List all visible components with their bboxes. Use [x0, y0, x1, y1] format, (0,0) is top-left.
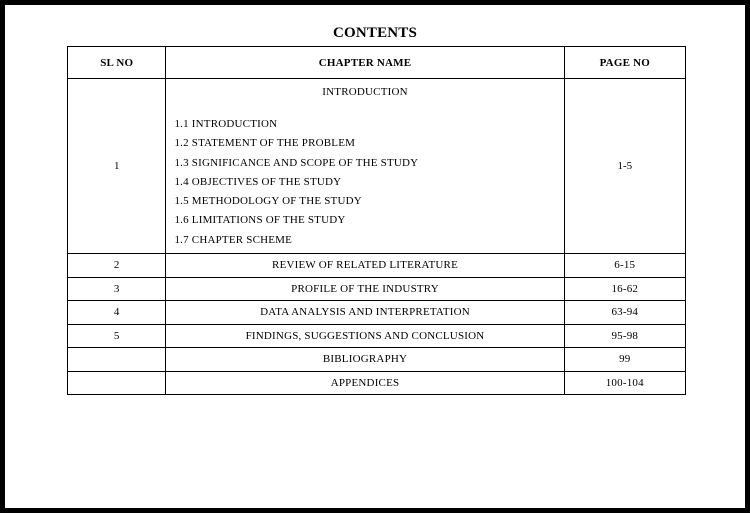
- chapter-cell: PROFILE OF THE INDUSTRY: [166, 277, 564, 301]
- page-title: CONTENTS: [332, 25, 418, 41]
- header-sl-no: SL NO: [68, 47, 166, 79]
- sl-cell: 3: [68, 277, 166, 301]
- subsection-item: 1.3 SIGNIFICANCE AND SCOPE OF THE STUDY: [174, 156, 419, 169]
- table-row: [68, 324, 686, 348]
- header-page-no: PAGE NO: [564, 47, 685, 79]
- chapter-cell: FINDINGS, SUGGESTIONS AND CONCLUSION: [166, 324, 564, 348]
- subsection-item: 1.1 INTRODUCTION: [174, 118, 278, 130]
- sl-cell: 4: [68, 301, 166, 325]
- page-cell: 100-104: [564, 371, 685, 395]
- page-cell: 1-5: [564, 79, 685, 254]
- header-chapter-name: CHAPTER NAME: [166, 47, 564, 79]
- page-cell: 99: [564, 348, 685, 372]
- subsection-item: 1.7 CHAPTER SCHEME: [174, 233, 293, 246]
- page-cell: 63-94: [564, 301, 685, 325]
- subsection-item: 1.5 METHODOLOGY OF THE STUDY: [174, 195, 362, 208]
- chapter-cell: [166, 79, 564, 254]
- table-row: [68, 254, 686, 278]
- subsection-item: 1.4 OBJECTIVES OF THE STUDY: [174, 175, 342, 188]
- contents-table: [67, 46, 686, 395]
- chapter-title: INTRODUCTION: [322, 86, 408, 98]
- table-row: [68, 301, 686, 325]
- sl-cell: 2: [68, 254, 166, 278]
- table-row: [68, 79, 686, 254]
- table-header-row: [68, 47, 686, 79]
- chapter-cell: APPENDICES: [166, 371, 564, 395]
- document-page: [5, 5, 745, 508]
- subsection-item: 1.2 STATEMENT OF THE PROBLEM: [174, 137, 356, 150]
- sl-cell: 1: [68, 79, 166, 254]
- page-cell: 6-15: [564, 254, 685, 278]
- subsection-item: 1.6 LIMITATIONS OF THE STUDY: [174, 214, 346, 227]
- page-cell: 16-62: [564, 277, 685, 301]
- sl-cell: 5: [68, 324, 166, 348]
- page-cell: 95-98: [564, 324, 685, 348]
- table-row: [68, 371, 686, 395]
- chapter-cell: REVIEW OF RELATED LITERATURE: [166, 254, 564, 278]
- table-row: [68, 348, 686, 372]
- chapter-cell: BIBLIOGRAPHY: [166, 348, 564, 372]
- sl-cell: [68, 348, 166, 372]
- sl-cell: [68, 371, 166, 395]
- table-row: [68, 277, 686, 301]
- chapter-cell: DATA ANALYSIS AND INTERPRETATION: [166, 301, 564, 325]
